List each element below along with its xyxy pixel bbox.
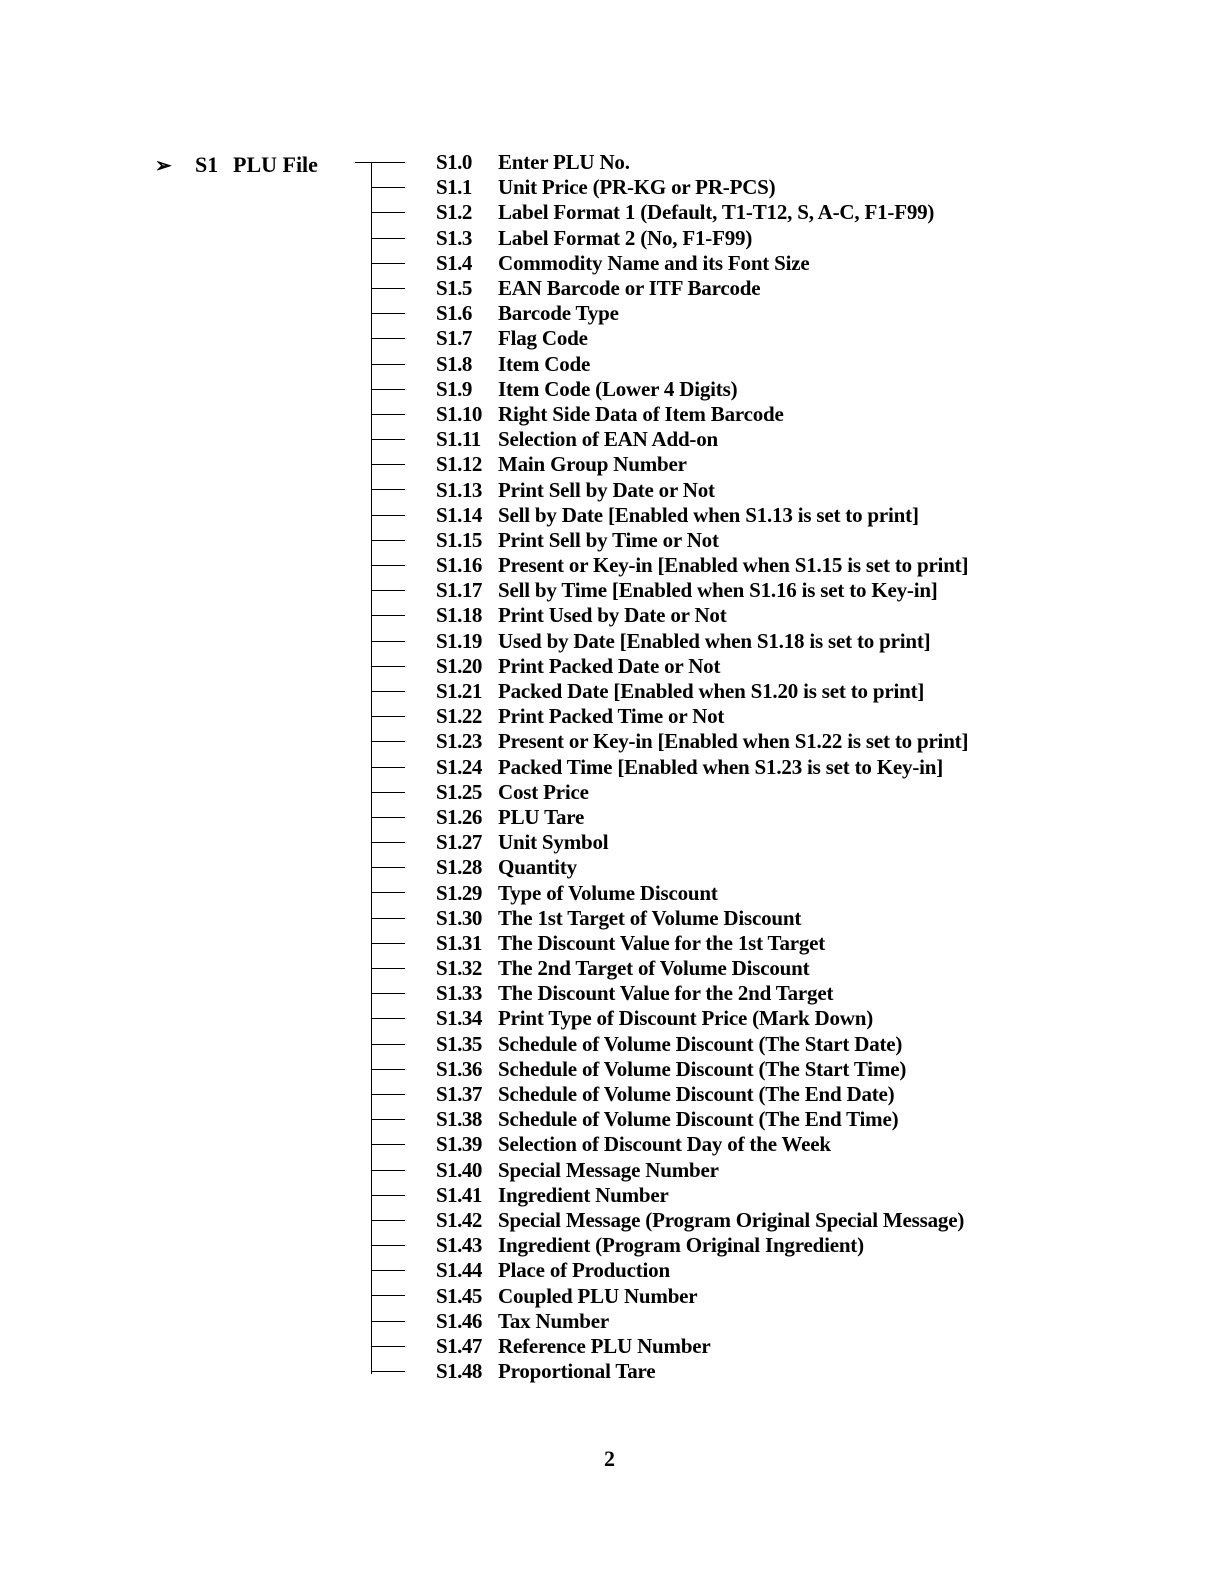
- item-label: The Discount Value for the 2nd Target: [498, 981, 834, 1006]
- item-code: S1.35: [436, 1031, 482, 1056]
- section-title: PLU File: [233, 152, 318, 177]
- item-label: Flag Code: [498, 326, 588, 351]
- item-code: S1.44: [436, 1258, 482, 1283]
- tree-trunk-line: [371, 162, 372, 1374]
- section-heading: [155, 150, 318, 180]
- item-label: Reference PLU Number: [498, 1333, 711, 1358]
- item-label: Selection of Discount Day of the Week: [498, 1132, 831, 1157]
- item-code: S1.31: [436, 930, 482, 955]
- item-code: S1.45: [436, 1283, 482, 1308]
- item-code: S1.34: [436, 1006, 482, 1031]
- item-label: The 1st Target of Volume Discount: [498, 905, 802, 930]
- item-code: S1.14: [436, 502, 482, 527]
- item-code: S1.2: [436, 200, 472, 225]
- item-code: S1.46: [436, 1308, 482, 1333]
- item-code: S1.11: [436, 427, 481, 452]
- page-number: 2: [604, 1446, 615, 1471]
- item-label: Item Code: [498, 351, 591, 376]
- item-code: S1.18: [436, 603, 482, 628]
- item-label: Unit Symbol: [498, 830, 609, 855]
- item-code: S1.40: [436, 1157, 482, 1182]
- item-code: S1.47: [436, 1333, 482, 1358]
- arrow-bullet-icon: ➢: [155, 154, 172, 177]
- item-label: Print Packed Time or Not: [498, 704, 725, 729]
- item-code: S1.33: [436, 981, 482, 1006]
- item-code: S1.38: [436, 1107, 482, 1132]
- item-code: S1.36: [436, 1056, 482, 1081]
- item-code: S1.25: [436, 779, 482, 804]
- section-code: S1: [195, 152, 219, 177]
- item-code: S1.39: [436, 1132, 482, 1157]
- item-code: S1.1: [436, 175, 472, 200]
- item-label: Cost Price: [498, 779, 589, 804]
- item-code: S1.37: [436, 1082, 482, 1107]
- item-label: Special Message (Program Original Special Message): [498, 1207, 965, 1232]
- item-code: S1.26: [436, 804, 482, 829]
- item-label: Right Side Data of Item Barcode: [498, 401, 784, 426]
- item-code: S1.32: [436, 956, 482, 981]
- item-code: S1.41: [436, 1182, 482, 1207]
- item-label: Proportional Tare: [498, 1359, 656, 1384]
- item-label: The Discount Value for the 1st Target: [498, 930, 826, 955]
- item-label: Used by Date [Enabled when S1.18 is set to print]: [498, 628, 931, 653]
- item-label: Type of Volume Discount: [498, 880, 718, 905]
- item-label: Quantity: [498, 855, 577, 880]
- item-label: Schedule of Volume Discount (The End Time): [498, 1107, 899, 1132]
- item-label: Item Code (Lower 4 Digits): [498, 376, 738, 401]
- item-code: S1.22: [436, 704, 482, 729]
- item-code: S1.23: [436, 729, 482, 754]
- item-label: Main Group Number: [498, 452, 687, 477]
- item-label: Ingredient (Program Original Ingredient): [498, 1233, 864, 1258]
- item-code: S1.0: [436, 150, 472, 175]
- item-label: Commodity Name and its Font Size: [498, 250, 810, 275]
- item-code: S1.4: [436, 250, 472, 275]
- item-code: S1.7: [436, 326, 472, 351]
- item-code: S1.27: [436, 830, 482, 855]
- item-label: Special Message Number: [498, 1157, 719, 1182]
- item-label: Barcode Type: [498, 301, 619, 326]
- item-code: S1.9: [436, 376, 472, 401]
- item-label: The 2nd Target of Volume Discount: [498, 956, 810, 981]
- item-label: Label Format 2 (No, F1-F99): [498, 225, 753, 250]
- item-code: S1.48: [436, 1359, 482, 1384]
- item-code: S1.3: [436, 225, 472, 250]
- item-label: Print Type of Discount Price (Mark Down): [498, 1006, 874, 1031]
- item-label: Coupled PLU Number: [498, 1283, 698, 1308]
- item-label: Schedule of Volume Discount (The Start Time): [498, 1056, 907, 1081]
- item-label: Ingredient Number: [498, 1182, 669, 1207]
- item-label: Selection of EAN Add-on: [498, 427, 719, 452]
- item-code: S1.30: [436, 905, 482, 930]
- item-code: S1.6: [436, 301, 472, 326]
- item-code: S1.10: [436, 401, 482, 426]
- item-label: Enter PLU No.: [498, 150, 630, 175]
- item-code: S1.43: [436, 1233, 482, 1258]
- item-code: S1.16: [436, 553, 482, 578]
- item-label: Packed Date [Enabled when S1.20 is set to print]: [498, 679, 925, 704]
- item-label: Place of Production: [498, 1258, 670, 1283]
- item-label: Schedule of Volume Discount (The Start Date): [498, 1031, 903, 1056]
- item-code: S1.17: [436, 578, 482, 603]
- item-label: Sell by Time [Enabled when S1.16 is set to Key-in]: [498, 578, 938, 603]
- item-code: S1.15: [436, 527, 482, 552]
- item-code: S1.42: [436, 1207, 482, 1232]
- item-code: S1.28: [436, 855, 482, 880]
- item-label: Print Used by Date or Not: [498, 603, 727, 628]
- item-label: Present or Key-in [Enabled when S1.22 is set to print]: [498, 729, 969, 754]
- item-label: PLU Tare: [498, 804, 585, 829]
- item-label: Print Packed Date or Not: [498, 653, 721, 678]
- item-label: Print Sell by Time or Not: [498, 527, 719, 552]
- item-code: S1.21: [436, 679, 482, 704]
- item-code: S1.24: [436, 754, 482, 779]
- item-code: S1.13: [436, 477, 482, 502]
- item-code: S1.19: [436, 628, 482, 653]
- item-code: S1.5: [436, 276, 472, 301]
- item-label: Sell by Date [Enabled when S1.13 is set to print]: [498, 502, 919, 527]
- item-code: S1.29: [436, 880, 482, 905]
- tree-connector-top: [355, 162, 405, 163]
- item-code: S1.20: [436, 653, 482, 678]
- item-label: Packed Time [Enabled when S1.23 is set to Key-in]: [498, 754, 944, 779]
- item-label: Present or Key-in [Enabled when S1.15 is set to print]: [498, 553, 969, 578]
- item-label: Tax Number: [498, 1308, 609, 1333]
- item-label: Print Sell by Date or Not: [498, 477, 715, 502]
- item-label: Label Format 1 (Default, T1-T12, S, A-C, F1-F99): [498, 200, 935, 225]
- item-label: EAN Barcode or ITF Barcode: [498, 276, 761, 301]
- item-code: S1.8: [436, 351, 472, 376]
- item-code: S1.12: [436, 452, 482, 477]
- item-label: Schedule of Volume Discount (The End Date): [498, 1082, 895, 1107]
- item-label: Unit Price (PR-KG or PR-PCS): [498, 175, 776, 200]
